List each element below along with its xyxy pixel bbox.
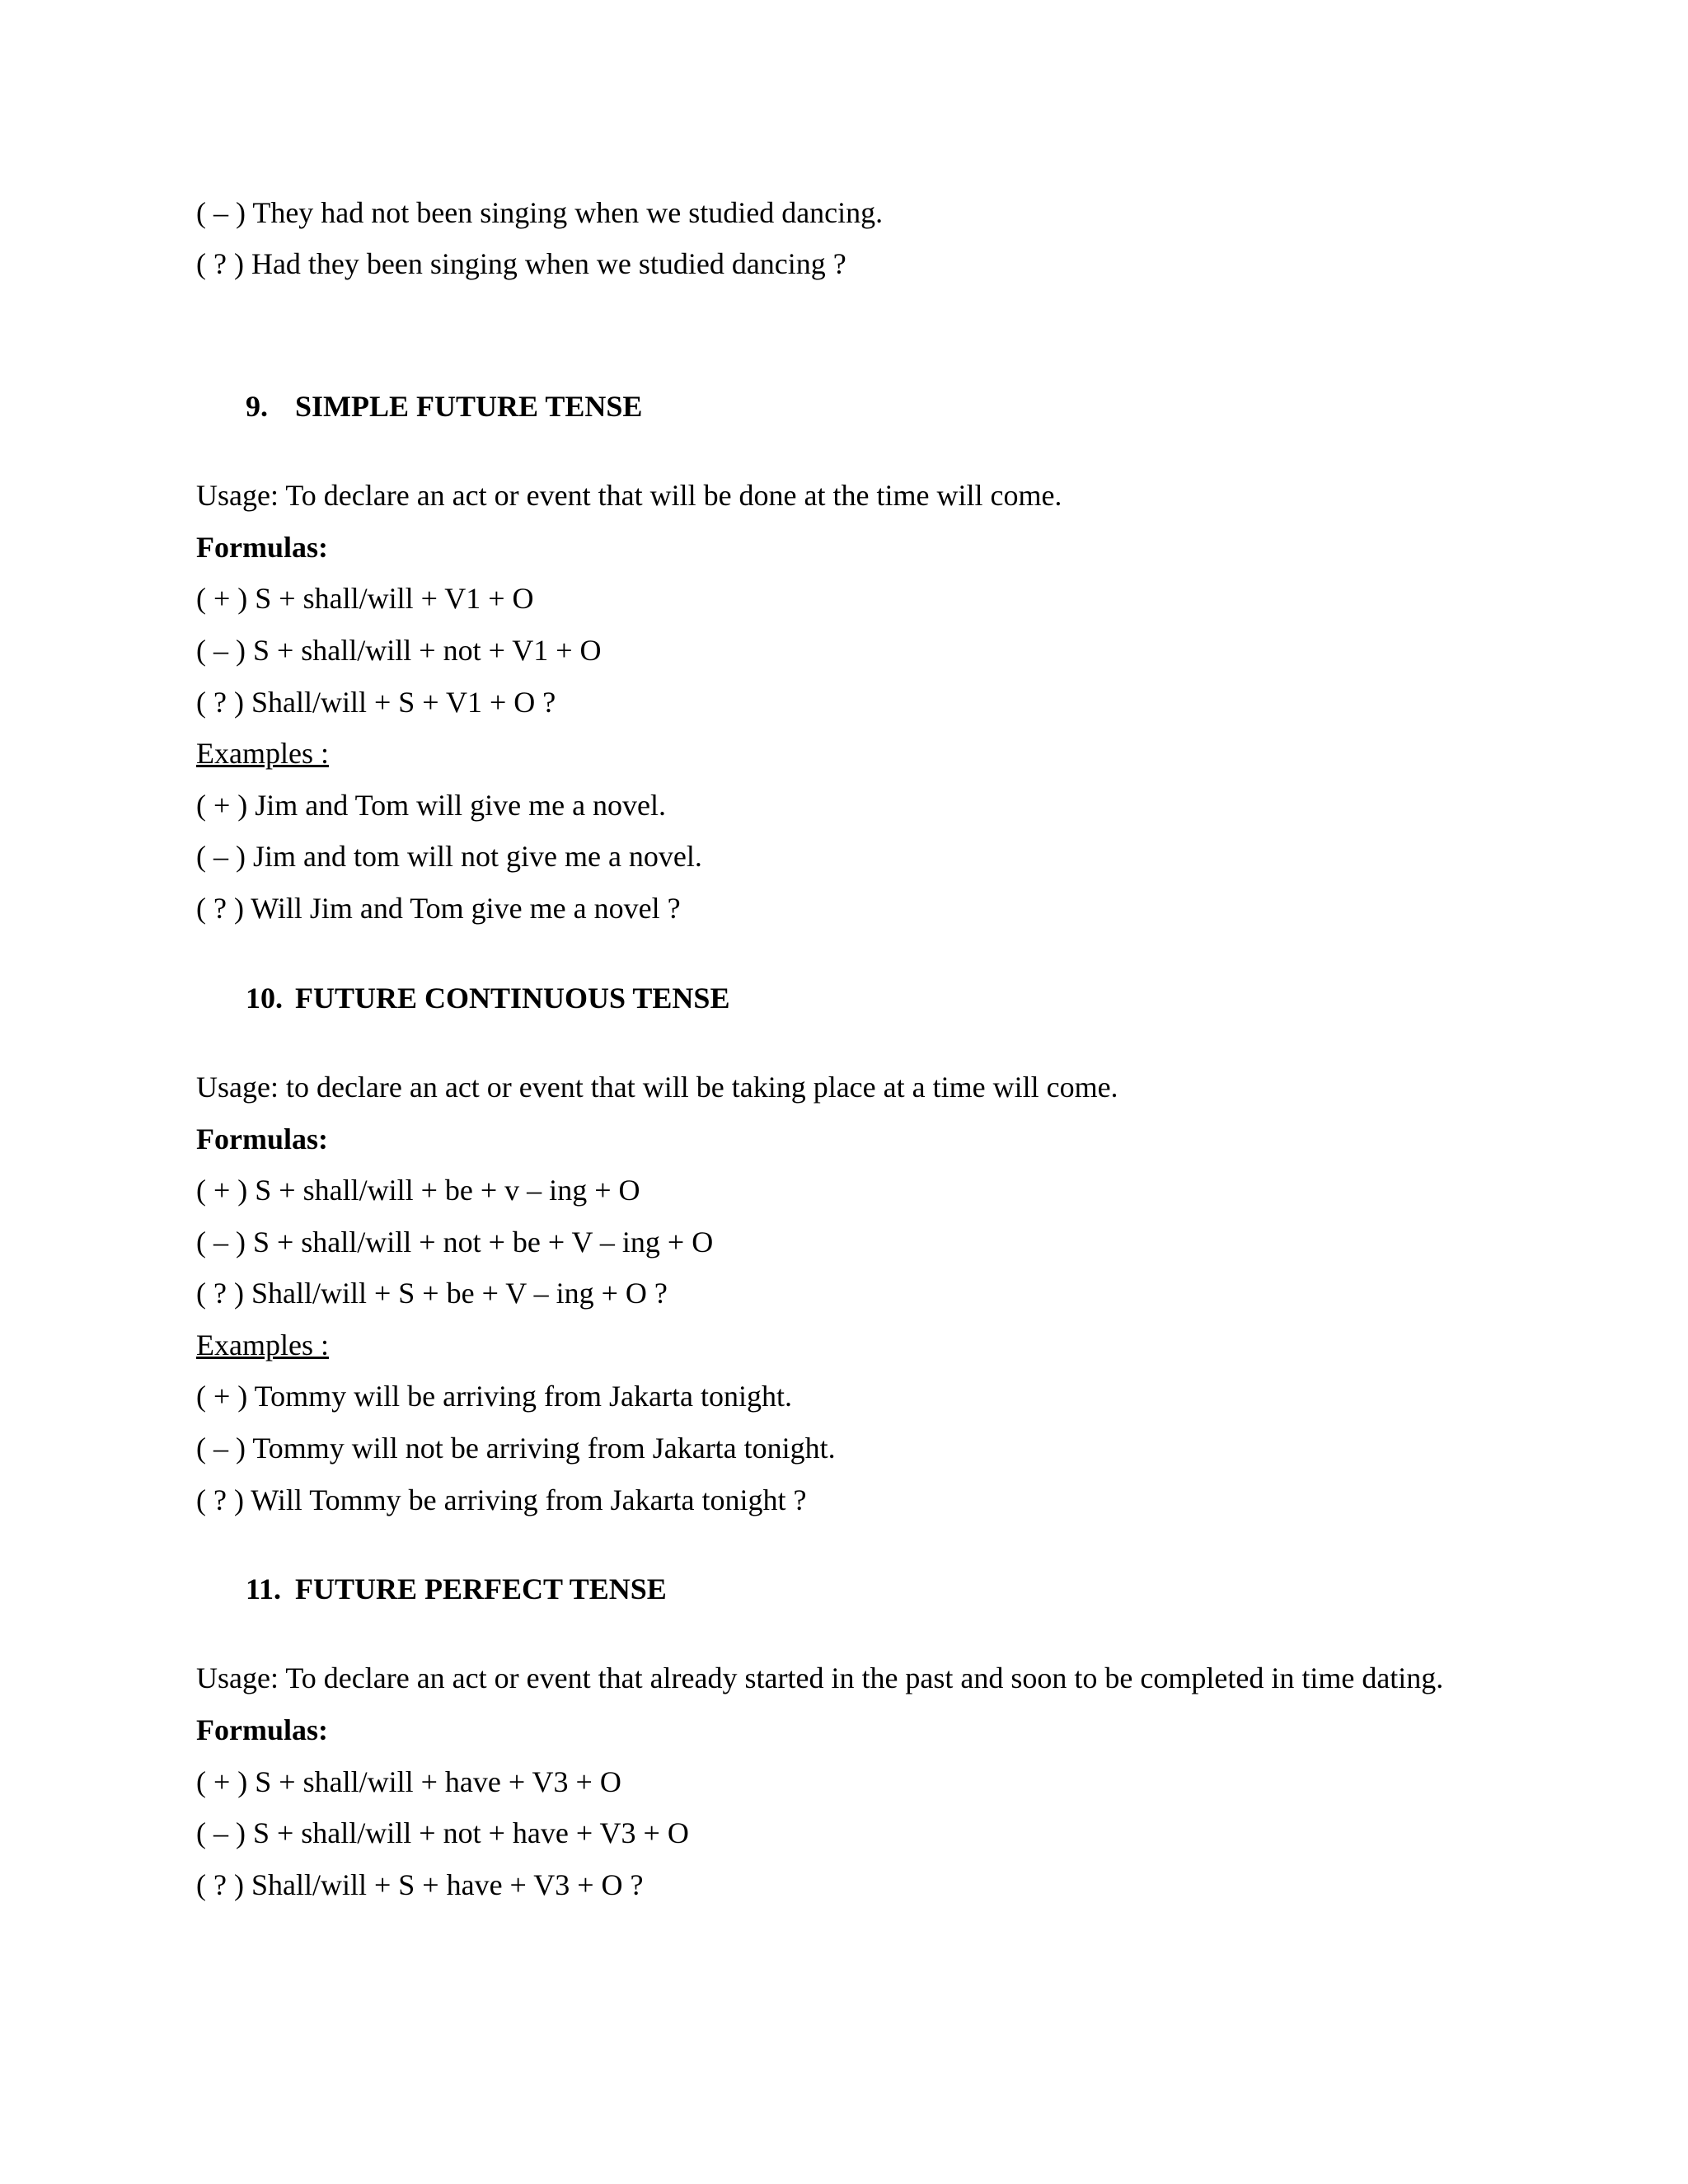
usage-text: Usage: To declare an act or event that already started in the past and soon to be completed in time dating. [196,1661,1444,1694]
section-heading-simple-future [246,388,642,424]
formulas-label: Formulas: [196,1122,328,1155]
example-question: ( ? ) Will Jim and Tom give me a novel ? [196,892,681,925]
formula-positive: ( + ) S + shall/will + have + V3 + O [196,1765,621,1798]
example-question: ( ? ) Will Tommy be arriving from Jakarta tonight ? [196,1483,807,1516]
example-positive: ( + ) Jim and Tom will give me a novel. [196,789,667,822]
usage-text: Usage: To declare an act or event that will be done at the time will come. [196,479,1062,512]
formula-negative: ( – ) S + shall/will + not + V1 + O [196,634,602,667]
section-number: 9. [246,390,268,423]
example-positive: ( + ) Tommy will be arriving from Jakarta tonight. [196,1380,792,1413]
section-title: FUTURE PERFECT TENSE [295,1572,667,1605]
intro-question-example: ( ? ) Had they been singing when we studied dancing ? [196,247,846,280]
formulas-label: Formulas: [196,1713,328,1746]
formulas-label: Formulas: [196,531,328,564]
formula-negative: ( – ) S + shall/will + not + have + V3 + O [196,1816,689,1849]
formula-question: ( ? ) Shall/will + S + be + V – ing + O ? [196,1277,668,1310]
formula-positive: ( + ) S + shall/will + V1 + O [196,582,534,615]
formula-positive: ( + ) S + shall/will + be + v – ing + O [196,1174,640,1207]
section-heading-future-continuous [246,980,729,1016]
formula-question: ( ? ) Shall/will + S + have + V3 + O ? [196,1868,644,1901]
formula-negative: ( – ) S + shall/will + not + be + V – ing + O [196,1226,714,1258]
examples-label: Examples : [196,1329,329,1361]
examples-label: Examples : [196,737,329,770]
usage-text: Usage: to declare an act or event that will be taking place at a time will come. [196,1071,1118,1104]
example-negative: ( – ) Tommy will not be arriving from Jakarta tonight. [196,1432,836,1465]
section-heading-future-perfect [246,1571,667,1607]
section-number: 10. [246,982,283,1015]
section-title: FUTURE CONTINUOUS TENSE [295,982,730,1015]
section-number: 11. [246,1572,282,1605]
intro-negative-example: ( – ) They had not been singing when we studied dancing. [196,196,884,229]
formula-question: ( ? ) Shall/will + S + V1 + O ? [196,686,556,719]
section-title: SIMPLE FUTURE TENSE [295,390,643,423]
example-negative: ( – ) Jim and tom will not give me a novel. [196,840,702,873]
